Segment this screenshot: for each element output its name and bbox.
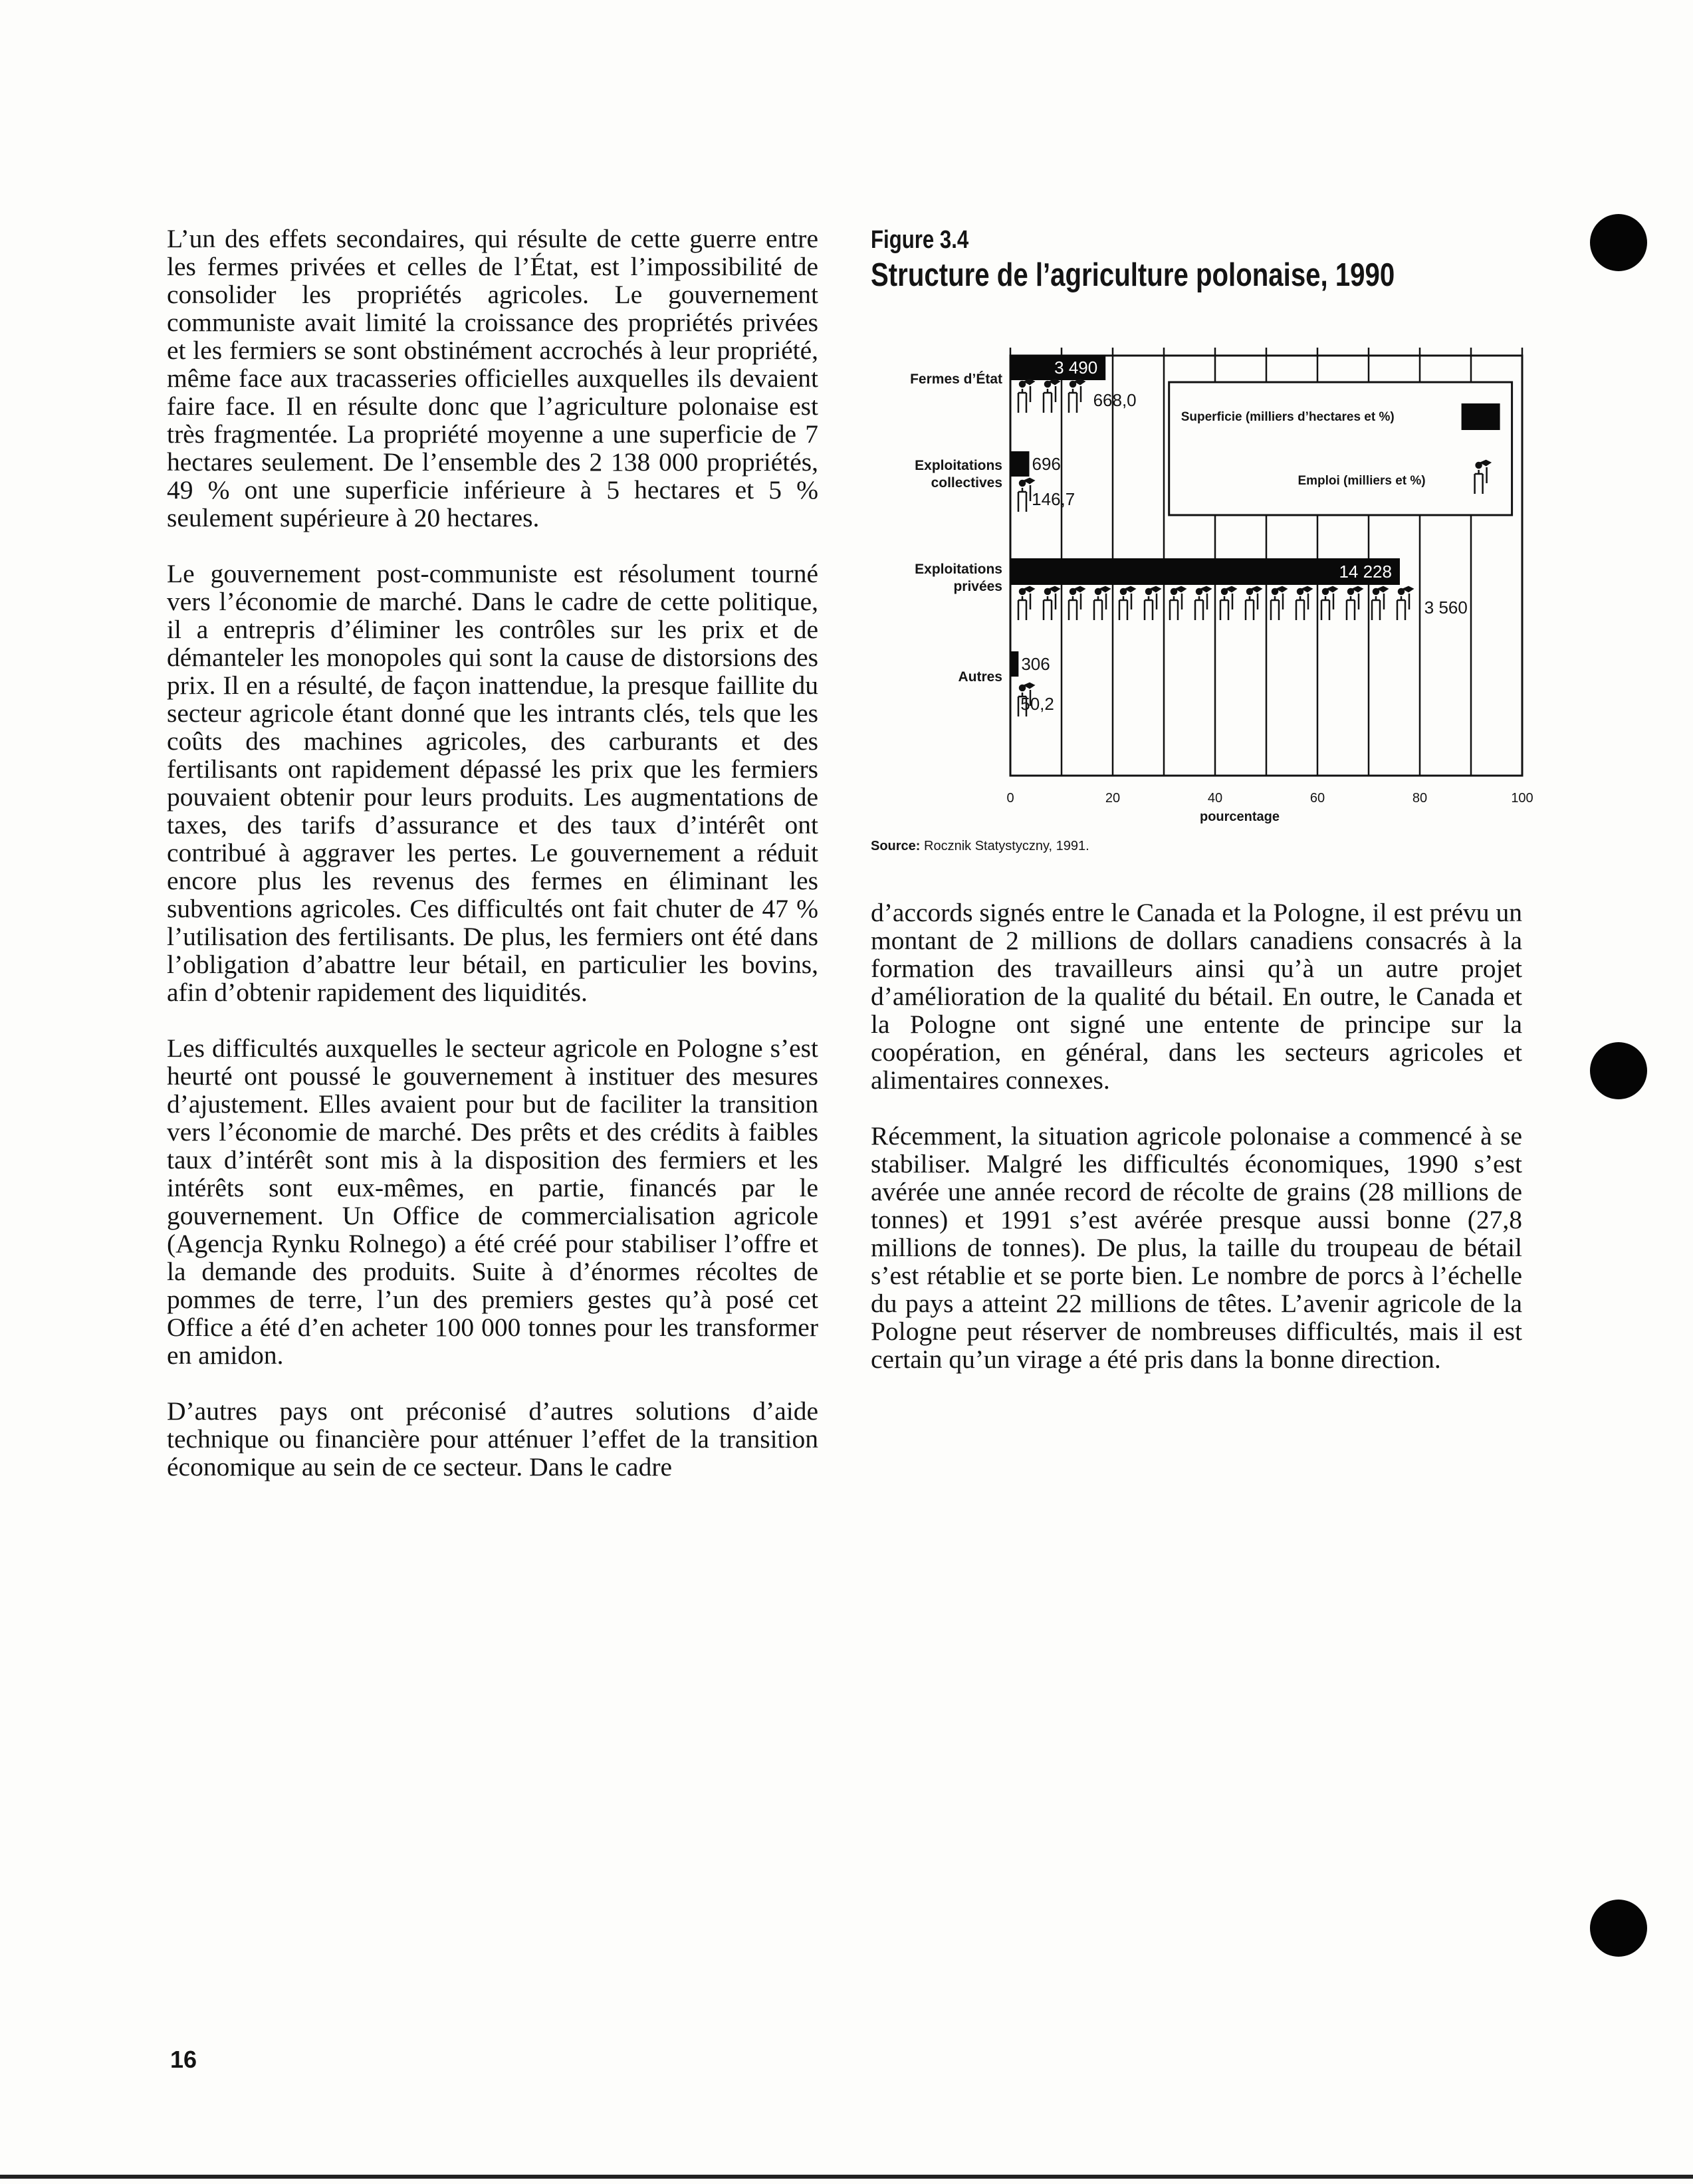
category-label: privées	[953, 579, 1002, 594]
employment-pictogram-icon	[1347, 587, 1362, 620]
employment-pictogram-icon	[1195, 587, 1210, 620]
agriculture-structure-chart	[864, 342, 1555, 834]
employment-pictogram-icon	[1296, 587, 1311, 620]
employment-pictogram-icon	[1170, 587, 1185, 620]
category-label: collectives	[931, 475, 1002, 491]
employment-pictogram-icon	[1145, 587, 1160, 620]
x-tick-label: 20	[1105, 791, 1121, 806]
bar-superficie	[1010, 651, 1018, 677]
category-label: Fermes d’État	[910, 372, 1002, 387]
employment-pictogram-icon	[1397, 587, 1412, 620]
figure-label: Figure 3.4	[871, 226, 969, 254]
page-number: 16	[170, 2046, 197, 2073]
data-label-emploi: 146,7	[1032, 489, 1075, 509]
employment-pictogram-icon	[1069, 380, 1084, 413]
x-tick-label: 100	[1511, 791, 1533, 806]
employment-pictogram-icon	[1069, 587, 1084, 620]
x-tick-label: 80	[1412, 791, 1428, 806]
employment-pictogram-icon	[1018, 587, 1034, 620]
x-tick-label: 60	[1309, 791, 1325, 806]
source-text: Rocznik Statystyczny, 1991.	[924, 839, 1089, 853]
figure-source	[871, 839, 1089, 854]
paragraph: L’un des effets secondaires, qui résulte de cette guerre entre les fermes privées et celles de l’État, est l’impossibilité de consolider les propriétés agricoles. Le gouvernement communiste avait limité la croissance des propriétés privées et les fermiers se sont obstinément accrochés à leur propriété, même face aux tracasseries officielles auxquelles ils devaient faire face. Il en résulte donc que l’agriculture polonaise est très fragmentée. La propriété moyenne a une superficie de 7 hectares seulement. De l’ensemble des 2 138 000 propriétés, 49 % ont une superficie inférieure à 5 hectares et 5 % seulement supérieure à 20 hectares.	[167, 224, 818, 532]
legend-box	[1169, 382, 1512, 515]
binder-hole-middle	[1590, 1042, 1647, 1099]
data-label-emploi: 50,2	[1020, 694, 1054, 714]
paragraph: Le gouvernement post-communiste est résolument tourné vers l’économie de marché. Dans le cadre de cette politique, il a entrepris d’éliminer les contrôles sur les prix et de démanteler les monopoles qui sont la cause de distorsions des prix. Il en a résulté, de façon inattendue, la presque faillite du secteur agricole étant donné que les intrants clés, tels que les coûts des machines agricoles, des carburants et des fertilisants ont rapidement dépassé les prix que les fermiers pouvaient obtenir pour leurs produits. Les augmentations de taxes, des tarifs d’assurance et des taux d’intérêt ont contribué à aggraver les pertes. Le gouvernement a réduit encore plus les revenus des fermes en éliminant les subventions agricoles. Ces difficultés ont fait chuter de 47 % l’utilisation des fertilisants. De plus, les fermiers ont été dans l’obligation d’abattre leur bétail, en particulier les bovins, afin d’obtenir rapidement des liquidités.	[167, 559, 818, 1007]
legend-entry-superficie: Superficie (milliers d’hectares et %)	[1181, 410, 1395, 424]
right-text-column	[871, 899, 1522, 1401]
paragraph: D’autres pays ont préconisé d’autres solutions d’aide technique ou financière pour atténuer l’effet de la transition économique au sein de ce secteur. Dans le cadre	[167, 1396, 818, 1481]
legend-swatch-bar	[1462, 403, 1500, 430]
data-label-superficie: 306	[1021, 654, 1050, 674]
employment-pictogram-icon	[1220, 587, 1236, 620]
employment-pictogram-icon	[1044, 380, 1059, 413]
data-label-superficie: 3 490	[1054, 358, 1098, 378]
bar-superficie	[1010, 451, 1029, 477]
x-axis-label: pourcentage	[1199, 810, 1280, 824]
source-prefix: Source:	[871, 839, 921, 853]
binder-hole-bottom	[1590, 1900, 1647, 1957]
paragraph: Récemment, la situation agricole polonaise a commencé à se stabiliser. Malgré les difficultés économiques, 1990 s’est avérée une année record de récolte de grains (28 millions de tonnes) et 1991 s’est avérée presque aussi bonne (27,8 millions de tonnes). De plus, la taille du troupeau de bétail s’est rétablie et se porte bien. Le nombre de porcs à l’échelle du pays a atteint 22 millions de têtes. L’avenir agricole de la Pologne peut réserver de nombreuses difficultés, mais il est certain qu’un virage a été pris dans la bonne direction.	[871, 1121, 1522, 1374]
employment-pictogram-icon	[1094, 587, 1109, 620]
data-label-superficie: 14 228	[1339, 562, 1392, 582]
paragraph: Les difficultés auxquelles le secteur agricole en Pologne s’est heurté ont poussé le gouvernement à instituer des mesures d’ajustement. Elles avaient pour but de faciliter la transition vers l’économie de marché. Des prêts et des crédits à faibles taux d’intérêt sont mis à la disposition des fermiers et les intérêts sont eux-mêmes, en partie, financés par le gouvernement. Un Office de commercialisation agricole (Agencja Rynku Rolnego) a été créé pour stabiliser l’offre et la demande des produits. Suite à d’énormes récoltes de pommes de terre, l’un des premiers gestes qu’à posé cet Office a été d’en acheter 100 000 tonnes pour les transformer en amidon.	[167, 1034, 818, 1370]
x-tick-label: 0	[1006, 791, 1014, 806]
category-label: Exploitations	[915, 562, 1002, 577]
legend-entry-emploi: Emploi (milliers et %)	[1298, 474, 1426, 488]
paragraph: d’accords signés entre le Canada et la Pologne, il est prévu un montant de 2 millions de dollars canadiens consacrés à la formation des travailleurs ainsi qu’à un autre projet d’amélioration de la qualité du bétail. En outre, le Canada et la Pologne ont signé une entente de principe sur la coopération, en général, dans les secteurs agricoles et alimentaires connexes.	[871, 898, 1522, 1095]
data-label-emploi: 668,0	[1093, 390, 1137, 410]
employment-pictogram-icon	[1044, 587, 1059, 620]
employment-pictogram-icon	[1119, 587, 1135, 620]
x-tick-label: 40	[1207, 791, 1223, 806]
category-label: Autres	[958, 669, 1002, 685]
employment-pictogram-icon	[1372, 587, 1387, 620]
data-label-superficie: 696	[1032, 454, 1061, 474]
employment-pictogram-icon	[1246, 587, 1261, 620]
figure-title: Structure de l’agriculture polonaise, 1990	[871, 257, 1395, 293]
employment-pictogram-icon	[1321, 587, 1337, 620]
bottom-rule	[0, 2175, 1693, 2179]
binder-hole-top	[1590, 214, 1647, 271]
employment-pictogram-icon	[1018, 380, 1034, 413]
employment-pictogram-icon	[1271, 587, 1286, 620]
category-label: Exploitations	[915, 458, 1002, 473]
data-label-emploi: 3 560	[1424, 598, 1468, 617]
left-text-column	[167, 225, 818, 1509]
